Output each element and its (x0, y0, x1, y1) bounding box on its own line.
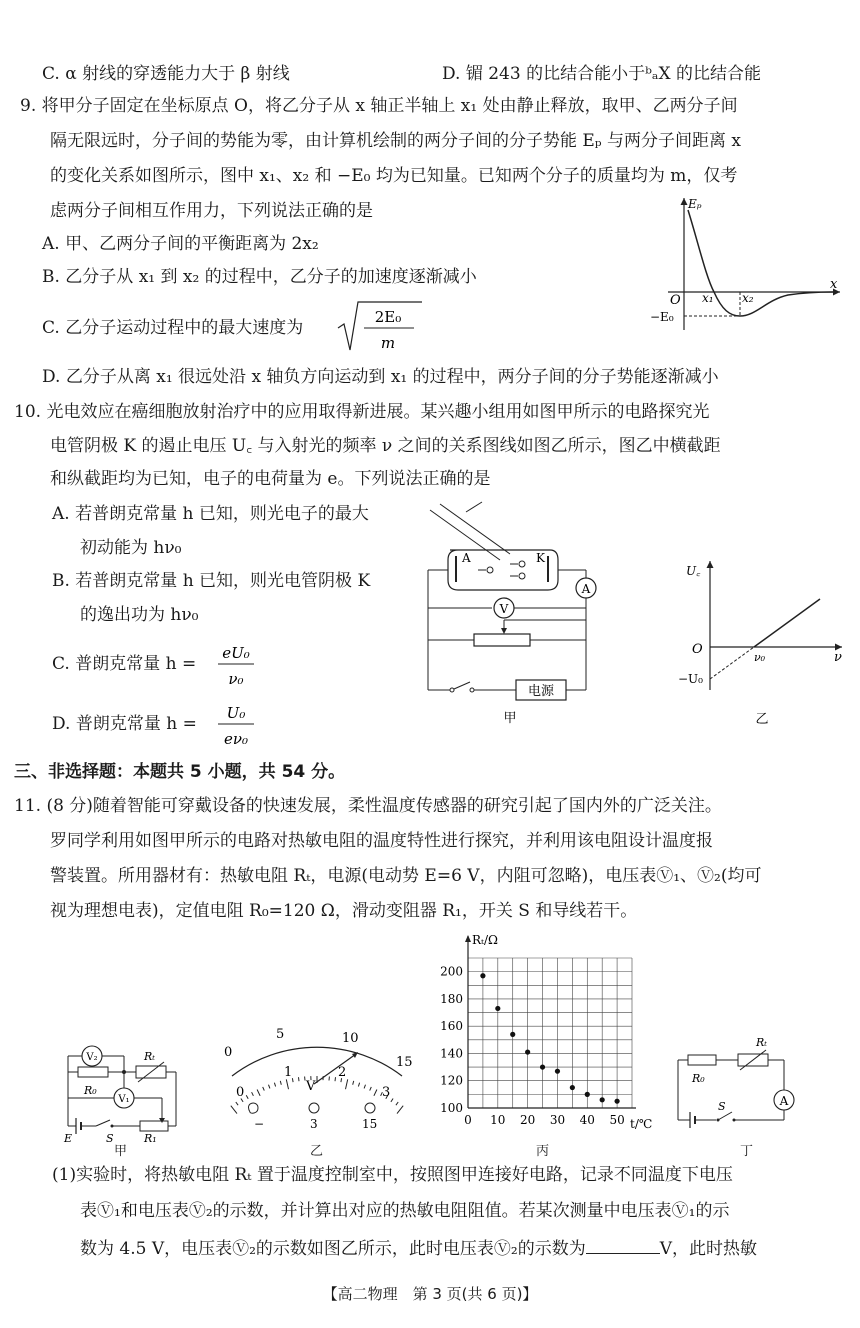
meter-tick (299, 1077, 300, 1081)
q9-sqrt-den: m (380, 334, 396, 352)
q9-x1: x₁ (702, 291, 714, 305)
meter-tick (397, 1106, 403, 1114)
y-tick-label: 200 (440, 964, 463, 979)
svg-text:V₂: V₂ (86, 1052, 98, 1063)
data-point (525, 1049, 530, 1054)
y-axis-arrow (465, 935, 471, 942)
data-point (540, 1064, 545, 1069)
q10-uc-graph (670, 555, 850, 735)
chart-yticks (440, 965, 463, 1115)
x-tick-label: 10 (490, 1113, 506, 1127)
meter-tick (364, 1085, 365, 1089)
meter-tick (286, 1079, 288, 1089)
q10-option-b-1: B. 若普朗克常量 h 已知，则光电管阴极 K (52, 571, 371, 591)
q9-option-a: A. 甲、乙两分子间的平衡距离为 2x₂ (42, 234, 319, 254)
meter-tick (236, 1102, 238, 1105)
q9-option-c-text: C. 乙分子运动过程中的最大速度为 (42, 318, 304, 338)
meter-tick (292, 1078, 293, 1082)
chart-axes (465, 935, 636, 1108)
meter-tick (274, 1083, 275, 1087)
q9-origin: O (670, 293, 681, 308)
meter-tick (346, 1079, 348, 1089)
q11-chart-rt-vs-t (430, 930, 660, 1138)
q10-uc-line (754, 599, 820, 647)
svg-text:O: O (692, 642, 703, 657)
svg-text:A: A (779, 1094, 789, 1108)
svg-text:Rₜ: Rₜ (144, 1050, 155, 1063)
page-footer: 【高二物理 第 3 页(共 6 页)】 (322, 1285, 538, 1303)
meter-tick (269, 1085, 270, 1089)
x-tick-label: 40 (579, 1113, 595, 1127)
meter-terminal-neg: − (254, 1117, 265, 1131)
meter-tick (280, 1081, 281, 1085)
q10-stem-2: 电管阴极 K 的遏止电压 U꜀ 与入射光的频率 ν 之间的关系图线如图乙所示，图乙中横截距 (50, 436, 721, 456)
meter-terminal-3: 3 (310, 1117, 318, 1131)
q10-option-c: C. 普朗克常量 h = (52, 654, 197, 674)
q11-caption-yi: 乙 (310, 1144, 324, 1159)
q11-stem-4: 视为理想电表)，定值电阻 R₀=120 Ω，滑动变阻器 R₁，开关 S 和导线若干。 (50, 901, 638, 921)
svg-text:E: E (64, 1132, 73, 1145)
data-point (510, 1032, 515, 1037)
q11-part1-c-pre: 数为 4.5 V，电压表Ⓥ₂的示数如图乙所示，此时电压表Ⓥ₂的示数为 (80, 1239, 586, 1259)
q9-stem-1: 9. 将甲分子固定在坐标原点 O，将乙分子从 x 轴正半轴上 x₁ 处由静止释放，取甲、乙两分子间 (20, 96, 738, 116)
svg-text:R₀: R₀ (692, 1072, 705, 1085)
q10-circuit-diagram (418, 500, 608, 735)
q11-part1-c (80, 1235, 757, 1261)
meter-tick (370, 1087, 372, 1091)
q11-stem-3: 警装置。所用器材有：热敏电阻 Rₜ，电源(电动势 E=6 V，内阻可忽略)，电压表Ⓥ₁、Ⓥ₂(均可 (50, 866, 762, 886)
data-point (555, 1069, 560, 1074)
meter-lower-3: 3 (382, 1085, 391, 1100)
meter-tick (231, 1106, 237, 1114)
q10-option-c-fraction (216, 638, 256, 690)
svg-text:V: V (499, 602, 509, 616)
svg-text:S: S (106, 1132, 114, 1145)
x-tick-label: 30 (549, 1113, 566, 1127)
q8-option-d: D. 镅 243 的比结合能小于ᵇₐX 的比结合能 (442, 64, 761, 84)
q9-xlabel: x (830, 277, 838, 292)
q10-option-d-fraction (216, 698, 256, 750)
q11-caption-jia: 甲 (114, 1144, 128, 1159)
q10-cathode-label: K (536, 551, 545, 565)
q10-c-num: eU₀ (222, 644, 250, 662)
q9-ylabel: Eₚ (688, 197, 702, 211)
svg-text:R₀: R₀ (84, 1084, 97, 1097)
q11-part1-c-post: V，此时热敏 (659, 1239, 758, 1259)
q9-stem-3: 的变化关系如图所示，图中 x₁、x₂ 和 −E₀ 均为已知量。已知两个分子的质量均为 m，仅考 (50, 166, 738, 186)
q10-stem-1: 10. 光电效应在癌细胞放射治疗中的应用取得新进展。某兴趣小组用如图甲所示的电路探究光 (14, 402, 710, 422)
q9-option-b: B. 乙分子从 x₁ 到 x₂ 的过程中，乙分子的加速度逐渐减小 (42, 267, 477, 287)
meter-tick (358, 1083, 359, 1087)
q10-caption-jia: 甲 (503, 711, 517, 726)
q9-neg-e0: −E₀ (650, 310, 674, 324)
q9-stem-4: 虑两分子间相互作用力，下列说法正确的是 (50, 201, 373, 221)
answer-blank[interactable] (586, 1235, 660, 1254)
y-tick-label: 120 (440, 1073, 463, 1088)
y-tick-label: 160 (440, 1019, 463, 1034)
chart-xticks (464, 1113, 625, 1127)
meter-terminal-15: 15 (362, 1117, 378, 1131)
q11-stem-2: 罗同学利用如图甲所示的电路对热敏电阻的温度特性进行探究，并利用该电阻设计温度报 (50, 831, 713, 851)
svg-text:A: A (581, 582, 591, 596)
svg-text:ν₀: ν₀ (754, 651, 766, 664)
q11-caption-bing: 丙 (536, 1144, 550, 1159)
data-point (570, 1085, 575, 1090)
q10-caption-yi: 乙 (755, 712, 769, 727)
section-3-heading: 三、非选择题：本题共 5 小题，共 54 分。 (14, 762, 346, 782)
meter-tick (335, 1077, 336, 1081)
q11-fig-yi-voltmeter (210, 1024, 420, 1134)
q11-part1-b: 表Ⓥ₁和电压表Ⓥ₂的示数，并计算出对应的热敏电阻阻值。若某次测量中电压表Ⓥ₁的示 (80, 1201, 730, 1221)
x-tick-label: 50 (609, 1113, 625, 1127)
meter-upper-5: 5 (276, 1027, 285, 1042)
svg-text:电源: 电源 (527, 684, 555, 699)
meter-tick (353, 1081, 354, 1085)
q9-option-c (42, 316, 303, 340)
data-point (495, 1006, 500, 1011)
y-tick-label: 100 (440, 1101, 463, 1115)
chart-points (480, 973, 619, 1104)
q8-option-c: C. α 射线的穿透能力大于 β 射线 (42, 64, 290, 84)
data-point (614, 1099, 619, 1104)
svg-text:ν: ν (834, 650, 842, 665)
svg-text:R₁: R₁ (144, 1132, 157, 1145)
q10-c-den: ν₀ (228, 670, 244, 688)
y-tick-label: 180 (440, 991, 463, 1006)
meter-upper-0: 0 (224, 1045, 233, 1060)
q10-option-b-2: 的逸出功为 hν₀ (80, 605, 199, 625)
chart-xlabel: t/℃ (630, 1117, 653, 1131)
meter-tick (246, 1095, 248, 1099)
q11-fig-jia (52, 1040, 192, 1145)
svg-text:V₁: V₁ (118, 1094, 130, 1105)
y-tick-label: 140 (440, 1046, 463, 1061)
q11-caption-ding: 丁 (740, 1144, 754, 1159)
q11-stem-1: 11. (8 分)随着智能可穿戴设备的快速发展，柔性温度传感器的研究引起了国内外的广泛关注。 (14, 796, 722, 816)
q10-option-a-1: A. 若普朗克常量 h 已知，则光电子的最大 (52, 504, 369, 524)
meter-tick (252, 1092, 254, 1096)
meter-tick (391, 1099, 393, 1102)
data-point (600, 1097, 605, 1102)
q10-anode-label: A (462, 551, 471, 565)
x-tick-label: 20 (519, 1113, 536, 1127)
q9-sqrt-num: 2E₀ (374, 308, 402, 326)
meter-tick (257, 1090, 260, 1096)
q10-option-d: D. 普朗克常量 h = (52, 714, 197, 734)
q10-d-den: eν₀ (223, 730, 249, 748)
meter-tick (374, 1090, 377, 1096)
q9-sqrt-formula (336, 298, 426, 356)
data-point (585, 1092, 590, 1097)
meter-tick (396, 1102, 398, 1105)
q11-part1-a: (1)实验时，将热敏电阻 Rₜ 置于温度控制室中，按照图甲连接好电路，记录不同温度下电压 (52, 1165, 733, 1185)
q9-x2: x₂ (742, 291, 754, 305)
q10-option-a-2: 初动能为 hν₀ (80, 538, 182, 558)
meter-v-label: V (306, 1079, 316, 1094)
chart-grid (468, 958, 632, 1108)
data-point (480, 973, 485, 978)
meter-lower-2: 2 (338, 1065, 347, 1080)
svg-text:S: S (718, 1100, 726, 1113)
x-tick-label: 0 (464, 1113, 472, 1127)
meter-lower-0: 0 (236, 1085, 245, 1100)
q11-fig-ding (668, 1030, 828, 1140)
q9-option-d: D. 乙分子从离 x₁ 很远处沿 x 轴负方向运动到 x₁ 的过程中，两分子间的分子势能逐渐减小 (42, 367, 719, 387)
svg-text:Rₜ: Rₜ (756, 1036, 767, 1049)
svg-text:U꜀: U꜀ (686, 564, 701, 578)
q9-ep-graph (648, 192, 848, 337)
q10-rheostat (474, 634, 530, 646)
svg-text:−U₀: −U₀ (678, 672, 703, 686)
q10-d-num: U₀ (226, 704, 246, 722)
meter-upper-15: 15 (396, 1055, 413, 1070)
meter-tick (263, 1087, 265, 1091)
meter-upper-10: 10 (342, 1031, 359, 1046)
meter-lower-1: 1 (284, 1065, 293, 1080)
q9-stem-2: 隔无限远时，分子间的势能为零，由计算机绘制的两分子间的分子势能 Eₚ 与两分子间距离 x (50, 131, 742, 151)
q10-stem-3: 和纵截距均为已知，电子的电荷量为 e。下列说法正确的是 (50, 469, 491, 489)
chart-ylabel: Rₜ/Ω (472, 933, 498, 947)
